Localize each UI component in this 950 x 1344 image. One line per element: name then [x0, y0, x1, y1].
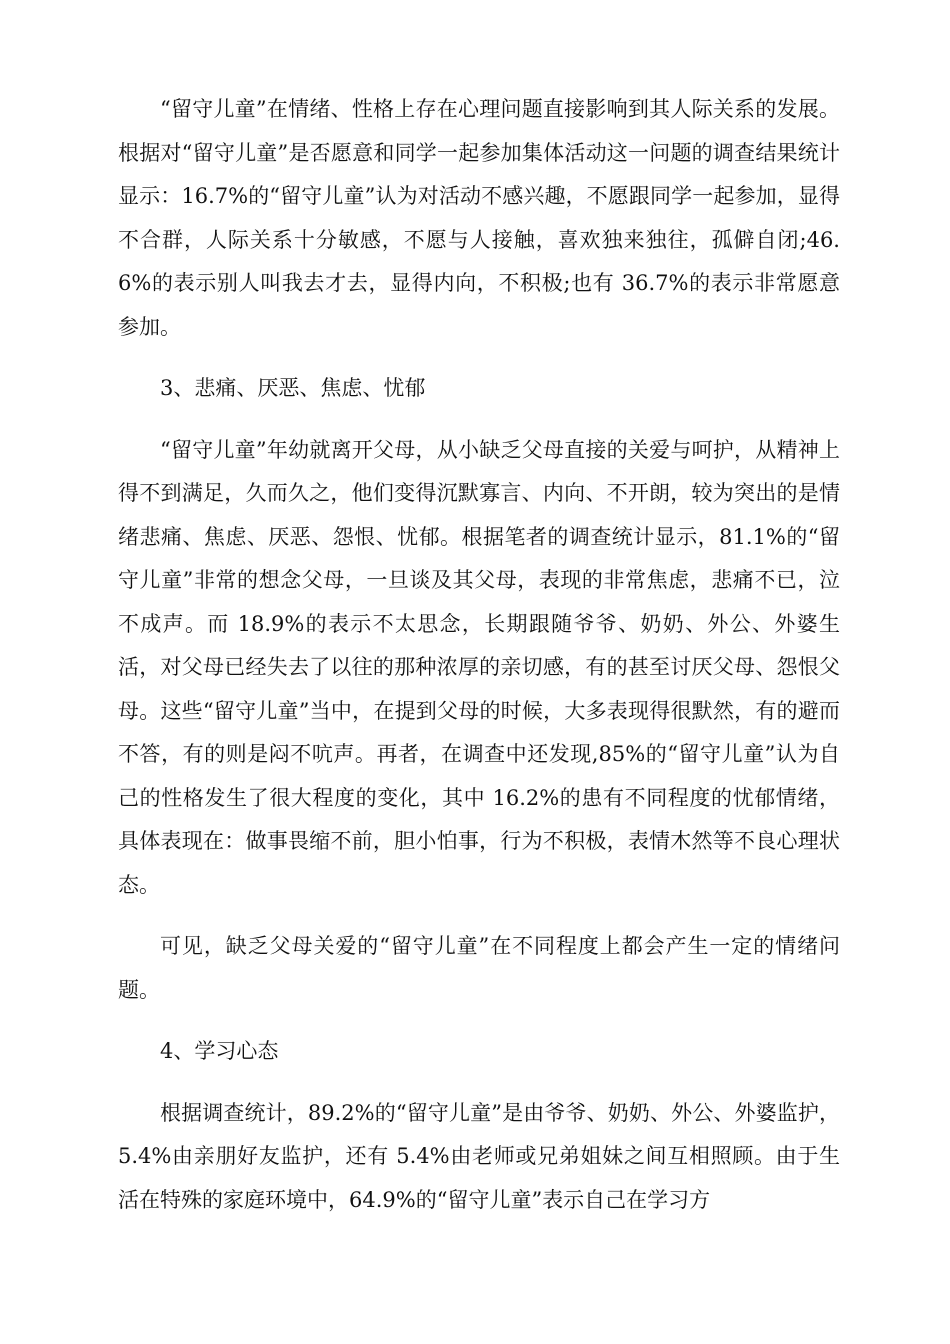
paragraph-conclusion: 可见，缺乏父母关爱的“留守儿童”在不同程度上都会产生一定的情绪问题。 — [118, 934, 840, 1002]
section-heading-learning: 4、学习心态 — [160, 1039, 279, 1063]
paragraph-emotional-issues: “留守儿童”年幼就离开父母，从小缺乏父母直接的关爱与呵护，从精神上得不到满足，久而久之，他们变得沉默寡言、内向、不开朗，较为突出的是情绪悲痛、焦虑、厌恶、怨恨、忧郁。根据笔者的调查统计显示，81.1%的“留守儿童”非常的想念父母，一旦谈及其父母，表现的非常焦虑，悲痛不已，泣不成声。而 18.9%的表示不太思念，长期跟随爷爷、奶奶、外公、外婆生活，对父母已经失去了以往的那种浓厚的亲切感，有的甚至讨厌父母、怨恨父母。这些“留守儿童”当中，在提到父母的时候，大多表现得很默然，有的避而不答，有的则是闷不吭声。再者，在调查中还发现,85%的“留守儿童”认为自己的性格发生了很大程度的变化，其中 16.2%的患有不同程度的忧郁情绪，具体表现在：做事畏缩不前，胆小怕事，行为不积极，表情木然等不良心理状态。 — [118, 437, 840, 897]
section-heading-emotions: 3、悲痛、厌恶、焦虑、忧郁 — [160, 376, 426, 400]
document-body — [118, 88, 840, 1240]
paragraph-interpersonal: “留守儿童”在情绪、性格上存在心理问题直接影响到其人际关系的发展。根据对“留守儿童”是否愿意和同学一起参加集体活动这一问题的调查结果统计显示：16.7%的“留守儿童”认为对活动不感兴趣，不愿跟同学一起参加，显得不合群，人际关系十分敏感，不愿与人接触，喜欢独来独往，孤僻自闭;46.6%的表示别人叫我去才去，显得内向，不积极;也有 36.7%的表示非常愿意参加。 — [118, 97, 840, 339]
paragraph-guardianship: 根据调查统计，89.2%的“留守儿童”是由爷爷、奶奶、外公、外婆监护，5.4%由亲朋好友监护，还有 5.4%由老师或兄弟姐妹之间互相照顾。由于生活在特殊的家庭环境中，64.9%的“留守儿童”表示自己在学习方 — [118, 1100, 840, 1212]
